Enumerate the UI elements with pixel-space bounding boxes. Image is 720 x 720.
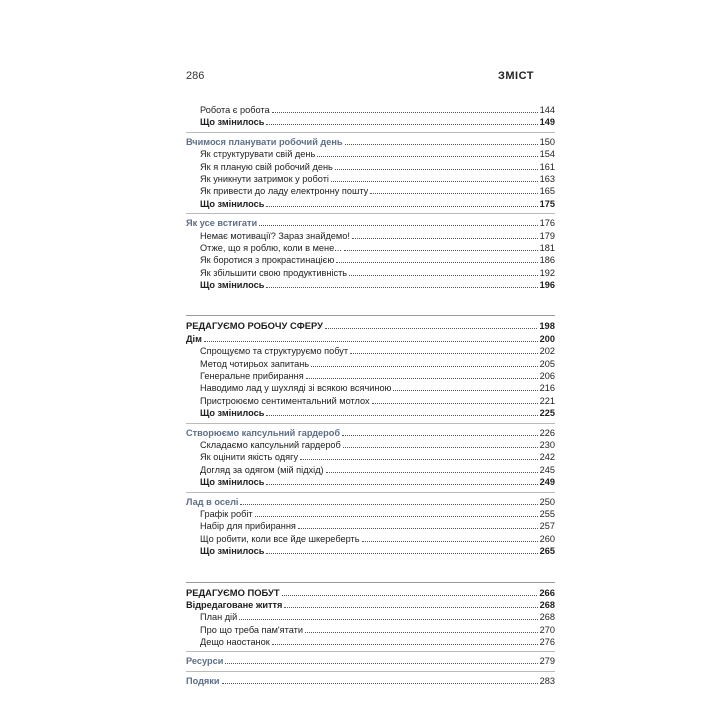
toc-entry-title: Як я планую свій робочий день [200, 161, 333, 172]
toc-entry-page: 276 [539, 637, 555, 648]
toc-entry-page: 216 [539, 383, 555, 394]
toc-entry-title: Догляд за одягом (мій підхід) [200, 464, 324, 475]
toc-entry-page: 249 [539, 477, 555, 488]
toc-entry [186, 382, 555, 394]
toc-entry [186, 370, 555, 382]
toc-entry-page: 196 [539, 280, 555, 291]
dot-leader [306, 378, 538, 379]
toc-entry-title: Подяки [186, 675, 220, 686]
dot-leader [284, 607, 537, 608]
toc-entry [186, 198, 555, 210]
toc-entry [186, 624, 555, 636]
toc-entry [186, 545, 555, 557]
toc-entry-page: 225 [539, 408, 555, 419]
toc-entry [186, 675, 555, 687]
toc-group [186, 136, 555, 210]
dot-leader [266, 206, 537, 207]
toc-entry [186, 655, 555, 667]
dot-leader [240, 504, 537, 505]
toc-entry [186, 173, 555, 185]
toc-entry-title: Як структурувати свій день [200, 149, 316, 160]
toc-group [186, 427, 555, 489]
toc-entry-page: 192 [539, 267, 555, 278]
toc-entry-title: Відредаговане життя [186, 599, 283, 610]
toc-entry [186, 508, 555, 520]
toc-group [186, 104, 555, 129]
dot-leader [345, 144, 538, 145]
divider [186, 651, 555, 652]
toc-entry [186, 636, 555, 648]
toc-group [186, 320, 555, 419]
toc-entry-title: Як оцінити якість одягу [200, 452, 299, 463]
toc-entry-title: Про що треба пам'ятати [200, 624, 304, 635]
toc-entry-page: 268 [539, 612, 555, 623]
toc-entry [186, 395, 555, 407]
toc-entry [186, 587, 555, 599]
toc-entry [186, 599, 555, 611]
dot-leader [350, 353, 538, 354]
toc-entry-page: 179 [539, 230, 555, 241]
divider [186, 132, 555, 133]
toc-entry-title: Спрощуємо та структуруємо побут [200, 346, 349, 357]
toc-entry-title: Генеральне прибирання [200, 371, 304, 382]
toc-entry-page: 257 [539, 521, 555, 532]
toc-entry-title: Як уникнути затримок у роботі [200, 173, 329, 184]
dot-leader [266, 124, 537, 125]
dot-leader [305, 632, 538, 633]
toc-entry-page: 161 [539, 161, 555, 172]
toc-entry-title: Лад в оселі [186, 496, 239, 507]
divider [186, 423, 555, 424]
toc-entry-title: РЕДАГУЄМО ПОБУТ [186, 586, 280, 598]
toc-entry-title: Дещо наостанок [200, 637, 270, 648]
toc-entry-title: Ресурси [186, 656, 224, 667]
dot-leader [311, 366, 538, 367]
dot-leader [259, 225, 537, 226]
toc-entry-title: План дій [200, 612, 238, 623]
dot-leader [343, 447, 538, 448]
toc-entry [186, 496, 555, 508]
toc-entry-title: Метод чотирьох запитань [200, 358, 310, 369]
dot-leader [222, 683, 538, 684]
toc-entry-title: Набір для прибирання [200, 521, 296, 532]
toc-entry [186, 161, 555, 173]
dot-leader [336, 262, 537, 263]
toc-entry [186, 427, 555, 439]
section-divider [186, 582, 555, 583]
toc-entry [186, 185, 555, 197]
toc-entry [186, 217, 555, 229]
toc-entry-title: Як боротися з прокрастинацією [200, 255, 335, 266]
dot-leader [255, 516, 538, 517]
toc-entry-page: 242 [539, 452, 555, 463]
toc-entry-page: 221 [539, 395, 555, 406]
toc-entry [186, 230, 555, 242]
toc-entry [186, 476, 555, 488]
toc-entry-page: 206 [539, 371, 555, 382]
dot-leader [266, 415, 537, 416]
toc-entry-title: Дім [186, 333, 202, 344]
toc-entry-title: Що змінилось [200, 408, 265, 419]
toc-entry [186, 116, 555, 128]
toc-entry-page: 165 [539, 186, 555, 197]
dot-leader [370, 193, 537, 194]
toc-entry-title: Наводимо лад у шухляді зі всякою всячиною [200, 383, 392, 394]
section-divider [186, 315, 555, 316]
toc-entry [186, 439, 555, 451]
toc-entry [186, 254, 555, 266]
toc-entry-page: 265 [539, 546, 555, 557]
toc-group [186, 217, 555, 291]
running-head: ЗМІСТ [498, 70, 534, 82]
toc-entry-page: 175 [539, 198, 555, 209]
toc-entry-page: 149 [539, 117, 555, 128]
toc-entry [186, 611, 555, 623]
toc-entry [186, 464, 555, 476]
toc-entry-title: Немає мотивації? Зараз знайдемо! [200, 230, 350, 241]
dot-leader [393, 390, 537, 391]
toc-entry-page: 245 [539, 464, 555, 475]
toc-entry [186, 136, 555, 148]
dot-leader [266, 553, 537, 554]
toc-entry-title: Вчимося планувати робочий день [186, 136, 343, 147]
toc-entry-title: Як збільшити свою продуктивність [200, 267, 348, 278]
toc-entry-title: Пристроюємо сентиментальний мотлох [200, 395, 370, 406]
toc-entry-title: Отже, що я роблю, коли в мене... [200, 242, 342, 253]
toc-entry-page: 266 [539, 586, 555, 598]
dot-leader [204, 341, 538, 342]
dot-leader [266, 287, 537, 288]
toc-entry-page: 181 [539, 242, 555, 253]
toc-entry-title: Як привести до ладу електронну пошту [200, 186, 369, 197]
toc-entry-page: 202 [539, 346, 555, 357]
toc-entry-page: 163 [539, 173, 555, 184]
dot-leader [362, 541, 538, 542]
dot-leader [342, 435, 538, 436]
toc-entry-page: 186 [539, 255, 555, 266]
toc-entry-page: 176 [539, 218, 555, 229]
toc-entry-title: Складаємо капсульний гардероб [200, 439, 341, 450]
divider [186, 492, 555, 493]
toc-entry [186, 358, 555, 370]
toc-entry [186, 533, 555, 545]
dot-leader [372, 403, 538, 404]
divider [186, 671, 555, 672]
toc-entry-page: 283 [539, 675, 555, 686]
toc-entry-title: Що робити, коли все йде шкереберть [200, 533, 360, 544]
toc-group [186, 496, 555, 558]
toc-entry [186, 333, 555, 345]
toc-entry-page: 230 [539, 439, 555, 450]
toc-entry [186, 267, 555, 279]
toc-entry-page: 250 [539, 496, 555, 507]
dot-leader [225, 663, 537, 664]
toc-group [186, 655, 555, 667]
toc-entry-title: Що змінилось [200, 198, 265, 209]
toc-entry-page: 144 [539, 105, 555, 115]
toc-entry-page: 154 [539, 149, 555, 160]
table-of-contents [186, 104, 555, 687]
toc-entry-page: 150 [539, 136, 555, 147]
dot-leader [298, 528, 538, 529]
toc-entry-page: 270 [539, 624, 555, 635]
toc-entry-page: 200 [539, 333, 555, 344]
divider [186, 213, 555, 214]
dot-leader [300, 459, 538, 460]
toc-entry [186, 345, 555, 357]
dot-leader [344, 250, 538, 251]
toc-entry-title: Графік робіт [200, 508, 253, 519]
toc-group [186, 587, 555, 649]
toc-entry-title: Що змінилось [200, 546, 265, 557]
toc-entry-page: 260 [539, 533, 555, 544]
dot-leader [352, 238, 538, 239]
toc-entry-title: Що змінилось [200, 117, 265, 128]
dot-leader [272, 112, 538, 113]
toc-entry [186, 451, 555, 463]
toc-entry-page: 226 [539, 427, 555, 438]
toc-entry-page: 255 [539, 508, 555, 519]
toc-entry-page: 268 [539, 599, 555, 610]
toc-entry-page: 205 [539, 358, 555, 369]
toc-entry [186, 320, 555, 332]
toc-entry [186, 407, 555, 419]
toc-entry [186, 242, 555, 254]
toc-entry [186, 104, 555, 116]
dot-leader [282, 595, 538, 596]
toc-entry-page: 279 [539, 656, 555, 667]
toc-entry [186, 279, 555, 291]
dot-leader [331, 181, 538, 182]
toc-entry [186, 520, 555, 532]
dot-leader [272, 644, 538, 645]
toc-entry-title: Створюємо капсульний гардероб [186, 427, 341, 438]
toc-entry-title: Що змінилось [200, 280, 265, 291]
page-number: 286 [186, 70, 205, 82]
dot-leader [317, 156, 537, 157]
dot-leader [239, 619, 537, 620]
toc-entry-page: 198 [539, 320, 555, 332]
toc-entry [186, 148, 555, 160]
toc-entry-title: Що змінилось [200, 477, 265, 488]
toc-entry-title: Як усе встигати [186, 218, 258, 229]
dot-leader [326, 472, 538, 473]
toc-entry-title: РЕДАГУЄМО РОБОЧУ СФЕРУ [186, 320, 323, 332]
dot-leader [266, 484, 537, 485]
toc-entry-title: Робота є робота [200, 105, 270, 115]
dot-leader [325, 328, 537, 329]
dot-leader [349, 275, 538, 276]
toc-group [186, 675, 555, 687]
dot-leader [335, 169, 538, 170]
